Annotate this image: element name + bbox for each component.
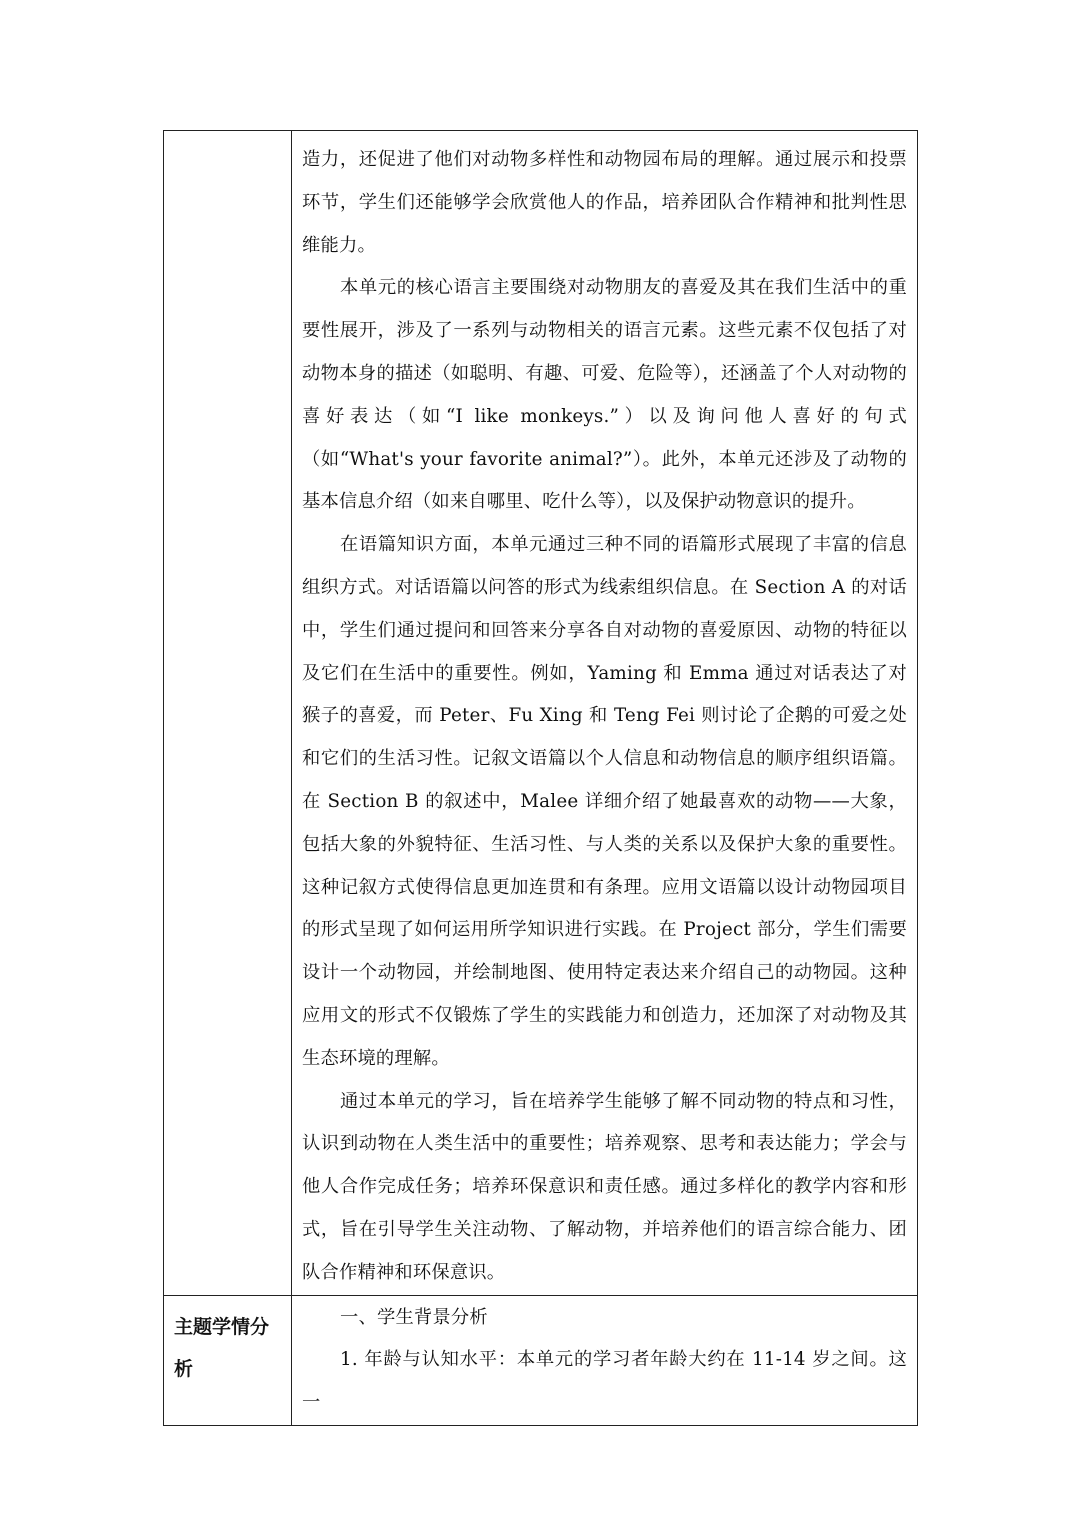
document-table bbox=[163, 130, 918, 1426]
section-heading: 一、学生背景分析 bbox=[340, 1306, 488, 1328]
content-cell bbox=[292, 1295, 918, 1425]
row-label bbox=[164, 131, 291, 141]
paragraph: 本单元的核心语言主要围绕对动物朋友的喜爱及其在我们生活中的重要性展开，涉及了一系列与动物相关的语言元素。这些元素不仅包括了对动物本身的描述（如聪明、有趣、可爱、危险等），还涵盖了个人对动物的喜好表达（如“I like monkeys.”）以及询问他人喜好的句式（如“What's your favorite animal?”）。此外，本单元还涉及了动物的基本信息介绍（如来自哪里、吃什么等），以及保护动物意识的提升。 bbox=[302, 277, 907, 513]
paragraph: 1. 年龄与认知水平：本单元的学习者年龄大约在 11-14 岁之间。这一 bbox=[302, 1349, 907, 1414]
content-cell bbox=[292, 131, 918, 1296]
paragraph: 造力，还促进了他们对动物多样性和动物园布局的理解。通过展示和投票环节，学生们还能够学会欣赏他人的作品，培养团队合作精神和批判性思维能力。 bbox=[302, 149, 907, 256]
table-row bbox=[164, 1295, 918, 1425]
paragraph: 通过本单元的学习，旨在培养学生能够了解不同动物的特点和习性，认识到动物在人类生活中的重要性；培养观察、思考和表达能力；学会与他人合作完成任务；培养环保意识和责任感。通过多样化的教学内容和形式，旨在引导学生关注动物、了解动物，并培养他们的语言综合能力、团队合作精神和环保意识。 bbox=[302, 1090, 907, 1283]
paragraph: 在语篇知识方面，本单元通过三种不同的语篇形式展现了丰富的信息组织方式。对话语篇以问答的形式为线索组织信息。在 Section A 的对话中，学生们通过提问和回答来分享各自对动物的喜爱原因、动物的特征以及它们在生活中的重要性。例如，Yaming 和 Emma 通过对话表达了对猴子的喜爱，而 Peter、Fu Xing 和 Teng Fei 则讨论了企鹅的可爱之处和它们的生活习性。记叙文语篇以个人信息和动物信息的顺序组织语篇。在 Section B 的叙述中，Malee 详细介绍了她最喜欢的动物——大象，包括大象的外貌特征、生活习性、与人类的关系以及保护大象的重要性。这种记叙方式使得信息更加连贯和有条理。应用文语篇以设计动物园项目的形式呈现了如何运用所学知识进行实践。在 Project 部分，学生们需要设计一个动物园，并绘制地图、使用特定表达来介绍自己的动物园。这种应用文的形式不仅锻炼了学生的实践能力和创造力，还加深了对动物及其生态环境的理解。 bbox=[302, 534, 907, 1069]
row-label-cell bbox=[164, 1295, 292, 1425]
row-label: 主题学情分析 bbox=[174, 1315, 270, 1380]
row-label-cell bbox=[164, 131, 292, 1296]
table-row bbox=[164, 131, 918, 1296]
